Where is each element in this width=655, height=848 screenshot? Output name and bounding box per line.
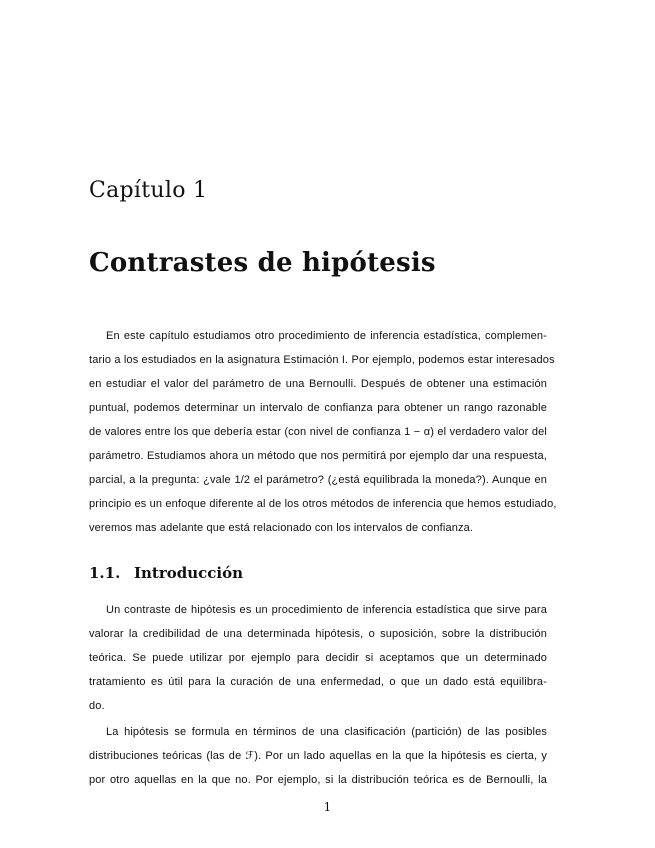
chapter-title: Contrastes de hipótesis [89,248,436,278]
intro-line: puntual, podemos determinar un intervalo de confianza para obtener un rango razonable [89,402,547,414]
section-line: do. [89,700,105,712]
section-heading [89,564,243,582]
section-line: tratamiento es útil para la curación de una enfermedad, o que un dado está equilibra- [89,676,547,688]
intro-paragraph [89,324,557,540]
section-line: La hipótesis se formula en términos de una clasificación (partición) de las posibles [106,726,547,738]
section-line: teórica. Se puede utilizar por ejemplo para decidir si aceptamos que un determinado [89,652,547,664]
intro-line: parcial, a la pregunta: ¿vale 1/2 el parámetro? (¿está equilibrada la moneda?). Aunque en [89,474,547,486]
intro-line: veremos mas adelante que está relacionado con los intervalos de confianza. [89,522,474,534]
intro-line: principio es un enfoque diferente al de los otros métodos de inferencia que hemos estudiado, [89,498,557,510]
section-line: valorar la credibilidad de una determinada hipótesis, o suposición, sobre la distribución [89,628,547,640]
section-line: por otro aquellas en la que no. Por ejemplo, si la distribución teórica es de Bernoulli, la [89,774,547,786]
section-paragraph-1 [89,598,547,718]
intro-line: tario a los estudiados en la asignatura Estimación I. Por ejemplo, podemos estar interesados [89,354,555,366]
intro-line: parámetro. Estudiamos ahora un método que nos permitirá por ejemplo dar una respuesta, [89,450,547,462]
section-number: 1.1. [89,564,121,582]
section-line: Un contraste de hipótesis es un procedimiento de inferencia estadística que sirve para [106,604,547,616]
intro-line: En este capítulo estudiamos otro procedimiento de inferencia estadística, complemen- [106,330,547,342]
section-title: Introducción [134,564,244,582]
intro-line: en estudiar el valor del parámetro de una Bernoulli. Después de obtener una estimación [89,378,547,390]
intro-line: de valores entre los que debería estar (con nivel de confianza 1 − α) el verdadero valor del [89,426,547,438]
section-line: distribuciones teóricas (las de ℱ). Por un lado aquellas en la que la hipótesis es cierta, y [89,750,547,762]
page-number: 1 [323,800,332,814]
section-paragraph-2 [89,720,547,792]
chapter-label: Capítulo 1 [89,178,208,203]
